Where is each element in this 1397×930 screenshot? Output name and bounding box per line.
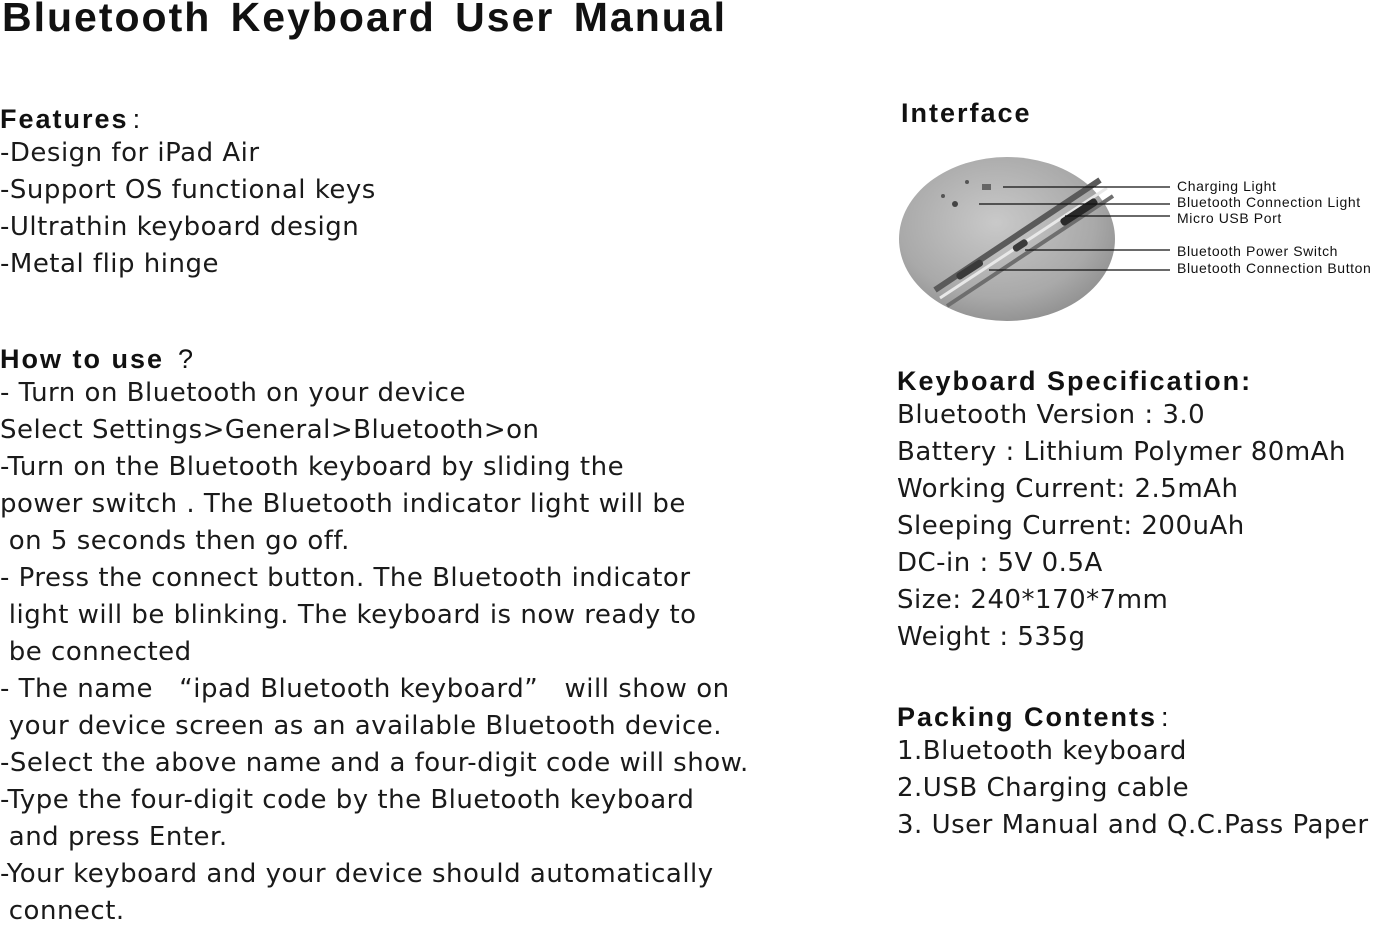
spec-line: DC-in : 5V 0.5A	[897, 548, 1103, 578]
instruction-line: be connected	[0, 637, 192, 667]
instruction-line: - Turn on Bluetooth on your device	[0, 378, 466, 408]
packing-contents-heading: Packing Contents :	[897, 702, 1171, 732]
feature-item: -Ultrathin keyboard design	[0, 212, 360, 242]
packing-item: 2.USB Charging cable	[897, 773, 1190, 803]
spec-line: Size: 240*170*7mm	[897, 585, 1169, 615]
callout-bluetooth-connection-light: Bluetooth Connection Light	[1177, 194, 1361, 210]
instruction-line: - Press the connect button. The Bluetooth indicator	[0, 563, 691, 593]
bluetooth-light-icon	[952, 201, 958, 207]
features-section	[0, 104, 376, 283]
instruction-line: connect.	[0, 896, 125, 926]
spec-line: Weight : 535g	[897, 622, 1086, 652]
packing-item: 3. User Manual and Q.C.Pass Paper	[897, 810, 1369, 840]
spec-line: Sleeping Current: 200uAh	[897, 511, 1245, 541]
specification-heading: Keyboard Specification:	[897, 366, 1253, 396]
instruction-line: on 5 seconds then go off.	[0, 526, 350, 556]
instruction-line: power switch . The Bluetooth indicator light will be	[0, 489, 686, 519]
keyboard-interface-diagram	[895, 150, 1395, 330]
callout-bluetooth-connection-button: Bluetooth Connection Button	[1177, 260, 1372, 276]
packing-contents-section	[897, 702, 1369, 844]
feature-item: -Support OS functional keys	[0, 175, 376, 205]
spec-line: Bluetooth Version : 3.0	[897, 400, 1206, 430]
how-to-use-section	[0, 344, 749, 930]
callout-micro-usb-port: Micro USB Port	[1177, 210, 1282, 226]
instruction-line: -Your keyboard and your device should automatically	[0, 859, 714, 889]
instruction-line: light will be blinking. The keyboard is now ready to	[0, 600, 697, 630]
instruction-line: - The name “ipad Bluetooth keyboard” will show on	[0, 674, 730, 704]
page-title: Bluetooth Keyboard User Manual	[2, 0, 727, 40]
spec-line: Working Current: 2.5mAh	[897, 474, 1239, 504]
specification-section	[897, 366, 1346, 656]
how-to-use-heading: How to use ?	[0, 344, 196, 374]
instruction-line: -Type the four-digit code by the Bluetooth keyboard	[0, 785, 695, 815]
instruction-line: -Select the above name and a four-digit code will show.	[0, 748, 749, 778]
features-heading: Features :	[0, 104, 143, 134]
callout-charging-light: Charging Light	[1177, 178, 1277, 194]
instruction-line: your device screen as an available Bluetooth device.	[0, 711, 723, 741]
feature-item: -Design for iPad Air	[0, 138, 260, 168]
instruction-line: Select Settings>General>Bluetooth>on	[0, 415, 540, 445]
charging-light-icon	[982, 184, 991, 190]
feature-item: -Metal flip hinge	[0, 249, 219, 279]
interface-heading: Interface	[901, 98, 1032, 128]
spec-line: Battery : Lithium Polymer 80mAh	[897, 437, 1346, 467]
instruction-line: -Turn on the Bluetooth keyboard by sliding the	[0, 452, 625, 482]
instruction-line: and press Enter.	[0, 822, 228, 852]
packing-item: 1.Bluetooth keyboard	[897, 736, 1187, 766]
callout-bluetooth-power-switch: Bluetooth Power Switch	[1177, 243, 1339, 259]
